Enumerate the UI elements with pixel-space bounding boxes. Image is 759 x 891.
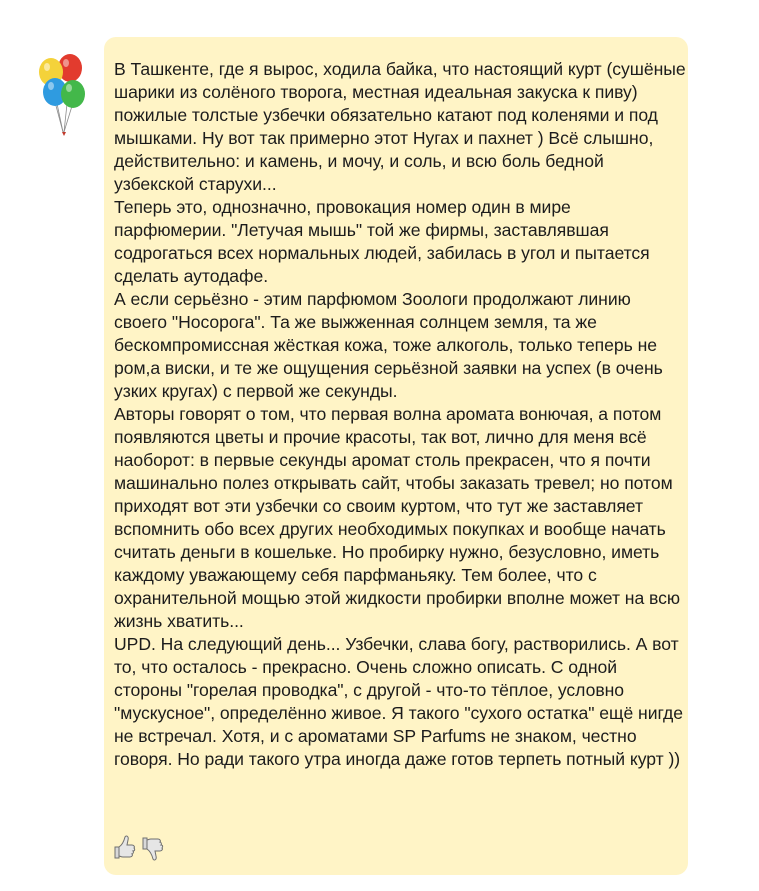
balloons-icon xyxy=(36,52,92,138)
review-text xyxy=(114,58,686,771)
review-bubble xyxy=(104,37,688,875)
vote-actions xyxy=(112,834,164,862)
avatar xyxy=(36,52,92,138)
thumbs-down-icon[interactable] xyxy=(140,834,164,862)
review-paragraph: UPD. На следующий день... Узбечки, слава богу, растворились. А вот то, что осталось - прекрасно. Очень сложно описать. С одной стороны "горелая проводка", с другой - что-то тёплое, условно "мускусное", определённо живое. Я такого "сухого остатка" ещё нигде не встречал. Хотя, и с ароматами SP Parfums не знаком, честно говоря. Но ради такого утра иногда даже готов терпеть потный курт )) xyxy=(114,634,683,769)
review-paragraph: Теперь это, однозначно, провокация номер один в мире парфюмерии. "Летучая мышь" той же фирмы, заставлявшая содрогаться всех нормальных людей, забилась в угол и пытается сделать аутодафе. xyxy=(114,197,650,286)
review-paragraph: А если серьёзно - этим парфюмом Зоологи продолжают линию своего "Носорога". Та же выжженная солнцем земля, та же бескомпромиссная жёсткая кожа, тоже алкоголь, только теперь не ром,а виски, и те же ощущения серьёзной заявки на успех (в очень узких кругах) с первой же секунды. xyxy=(114,289,663,401)
review-paragraph: В Ташкенте, где я вырос, ходила байка, что настоящий курт (сушёные шарики из солёного творога, местная идеальная закуска к пиву) пожилые толстые узбечки обязательно катают под коленями и под мышками. Ну вот так примерно этот Нугах и пахнет ) Всё слышно, действительно: и камень, и мочу, и соль, и всю боль бедной узбекской старухи... xyxy=(114,59,686,194)
review-paragraph: Авторы говорят о том, что первая волна аромата вонючая, а потом появляются цветы и прочие красоты, так вот, лично для меня всё наоборот: в первые секунды аромат столь прекрасен, что я почти машинально полез открывать сайт, чтобы заказать тревел; но потом приходят вот эти узбечки со своим куртом, что тут же заставляет вспомнить обо всех других необходимых покупках и вообще начать считать деньги в кошельке. Но пробирку нужно, безусловно, иметь каждому уважающему себя парфманьяку. Тем более, что с охранительной мощью этой жидкости пробирки вполне может на всю жизнь хватить... xyxy=(114,404,681,631)
thumbs-up-icon[interactable] xyxy=(112,834,136,862)
